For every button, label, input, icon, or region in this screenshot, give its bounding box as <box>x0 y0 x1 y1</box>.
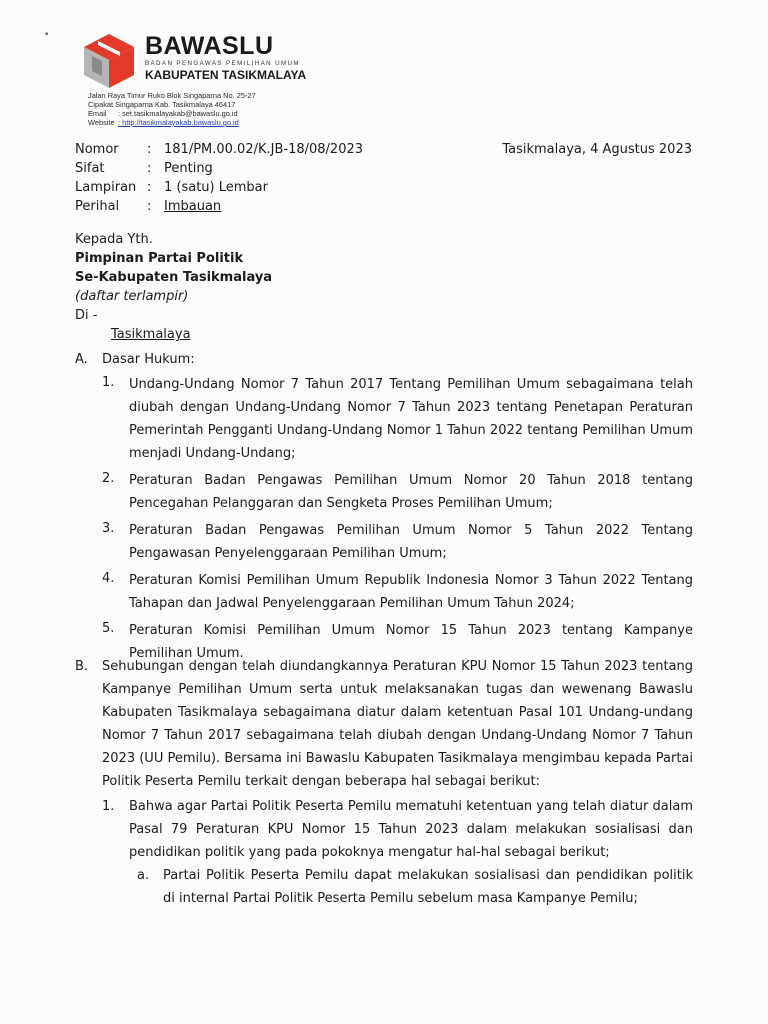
item-text: Peraturan Badan Pengawas Pemilihan Umum Nomor 20 Tahun 2018 tentang Pencegahan Pelanggaran dan Sengketa Proses Pemilihan Umum; <box>129 473 693 511</box>
item-number: 1. <box>102 375 115 390</box>
item-text: Undang-Undang Nomor 7 Tahun 2017 Tentang Pemilihan Umum sebagaimana telah diubah dengan Undang-Undang Nomor 7 Tahun 2023 tentang Penetapan Peraturan Pemerintah Pengganti Undang-Undang Nomor 1 Tahun 2022 tentang Pemilihan Umum menjadi Undang-Undang; <box>129 377 693 461</box>
section-b-item <box>102 795 693 864</box>
section-a <box>75 350 693 669</box>
perihal-label: Perihal <box>75 199 120 214</box>
addressee-line: Pimpinan Partai Politik <box>75 251 244 266</box>
perihal-value: Imbauan <box>164 199 222 214</box>
letter-meta <box>75 140 363 216</box>
lampiran-value: 1 (satu) Lembar <box>164 180 268 195</box>
greeting: Kepada Yth. <box>75 232 153 247</box>
nomor-value: 181/PM.00.02/K.JB-18/08/2023 <box>164 142 364 157</box>
section-b <box>75 655 693 910</box>
list-item <box>102 519 693 565</box>
letterhead-address <box>88 91 256 127</box>
org-name: BAWASLU <box>145 32 274 60</box>
sifat-label: Sifat <box>75 161 105 176</box>
item-text: Peraturan Komisi Pemilihan Umum Republik Indonesia Nomor 3 Tahun 2022 Tentang Tahapan dan Jadwal Penyelenggaraan Pemilihan Umum Tahun 2024; <box>129 573 693 611</box>
subitem-text: Partai Politik Peserta Pemilu dapat melakukan sosialisasi dan pendidikan politik di internal Partai Politik Peserta Pemilu sebelum masa Kampanye Pemilu; <box>163 868 693 906</box>
email-label: Email <box>88 109 107 118</box>
list-item <box>102 373 693 465</box>
subitem-letter: a. <box>137 868 150 883</box>
perihal-row <box>75 197 363 216</box>
bawaslu-logo-icon <box>80 32 138 90</box>
section-b-subitem <box>137 864 693 910</box>
lampiran-label: Lampiran <box>75 180 137 195</box>
colon: : <box>147 180 152 195</box>
addressee-note: (daftar terlampir) <box>75 289 189 304</box>
nomor-label: Nomor <box>75 142 119 157</box>
item-text: Peraturan Badan Pengawas Pemilihan Umum Nomor 5 Tahun 2022 Tentang Pengawasan Penyelenggaraan Pemilihan Umum; <box>129 523 693 561</box>
place-date: Tasikmalaya, 4 Agustus 2023 <box>502 142 692 157</box>
section-title: Dasar Hukum: <box>102 352 195 367</box>
legal-basis-list <box>75 373 693 665</box>
email-row <box>88 109 256 118</box>
website-label: Website <box>88 118 115 127</box>
org-region: KABUPATEN TASIKMALAYA <box>145 68 307 82</box>
addressee-line: Se-Kabupaten Tasikmalaya <box>75 270 273 285</box>
colon: : <box>147 142 152 157</box>
org-subtitle: BADAN PENGAWAS PEMILIHAN UMUM <box>145 60 300 67</box>
section-b-paragraph <box>75 655 693 793</box>
addressee-di: Di - <box>75 308 98 323</box>
item-number: 3. <box>102 521 115 536</box>
list-item <box>102 569 693 615</box>
sifat-row <box>75 159 363 178</box>
item-number: 1. <box>102 799 115 814</box>
item-text: Bahwa agar Partai Politik Peserta Pemilu mematuhi ketentuan yang telah diatur dalam Pasal 79 Peraturan KPU Nomor 15 Tahun 2023 dalam melakukan sosialisasi dan pendidikan politik yang pada pokoknya mengatur hal-hal sebagai berikut; <box>129 799 693 860</box>
section-a-heading <box>75 350 693 369</box>
nomor-row <box>75 140 363 159</box>
website-link[interactable]: : http://tasikmalayakab.bawaslu.go.id <box>118 118 239 127</box>
section-marker: A. <box>75 352 88 367</box>
section-marker: B. <box>75 659 89 674</box>
item-number: 4. <box>102 571 115 586</box>
scan-mark: • <box>44 30 50 40</box>
colon: : <box>147 161 152 176</box>
website-row <box>88 118 256 127</box>
lampiran-row <box>75 178 363 197</box>
list-item <box>102 469 693 515</box>
colon: : <box>147 199 152 214</box>
section-b-text: Sehubungan dengan telah diundangkannya Peraturan KPU Nomor 15 Tahun 2023 tentang Kampanye Pemilihan Umum serta untuk melaksanakan tugas dan wewenang Bawaslu Kabupaten Tasikmalaya sebagaimana diatur dalam ketentuan Pasal 101 Undang-undang Nomor 7 Tahun 2017 sebagaimana telah diubah dengan Undang-Undang Nomor 7 Tahun 2023 (UU Pemilu). Bersama ini Bawaslu Kabupaten Tasikmalaya mengimbau kepada Partai Politik Peserta Pemilu terkait dengan beberapa hal sebagai berikut: <box>102 659 693 789</box>
item-text: Peraturan Komisi Pemilihan Umum Nomor 15 Tahun 2023 tentang Kampanye Pemilihan Umum. <box>129 623 693 661</box>
email-value: : set.tasikmalayakab@bawaslu.go.id <box>118 109 238 118</box>
addressee-block <box>75 230 272 344</box>
addressee-city: Tasikmalaya <box>111 327 191 342</box>
address-line: Jalan Raya Timur Ruko Blok Singaparna No. 25-27 <box>88 91 256 100</box>
sifat-value: Penting <box>164 161 213 176</box>
address-line: Cipakat Singaparna Kab. Tasikmalaya 46417 <box>88 100 236 109</box>
item-number: 2. <box>102 471 115 486</box>
item-number: 5. <box>102 621 115 636</box>
